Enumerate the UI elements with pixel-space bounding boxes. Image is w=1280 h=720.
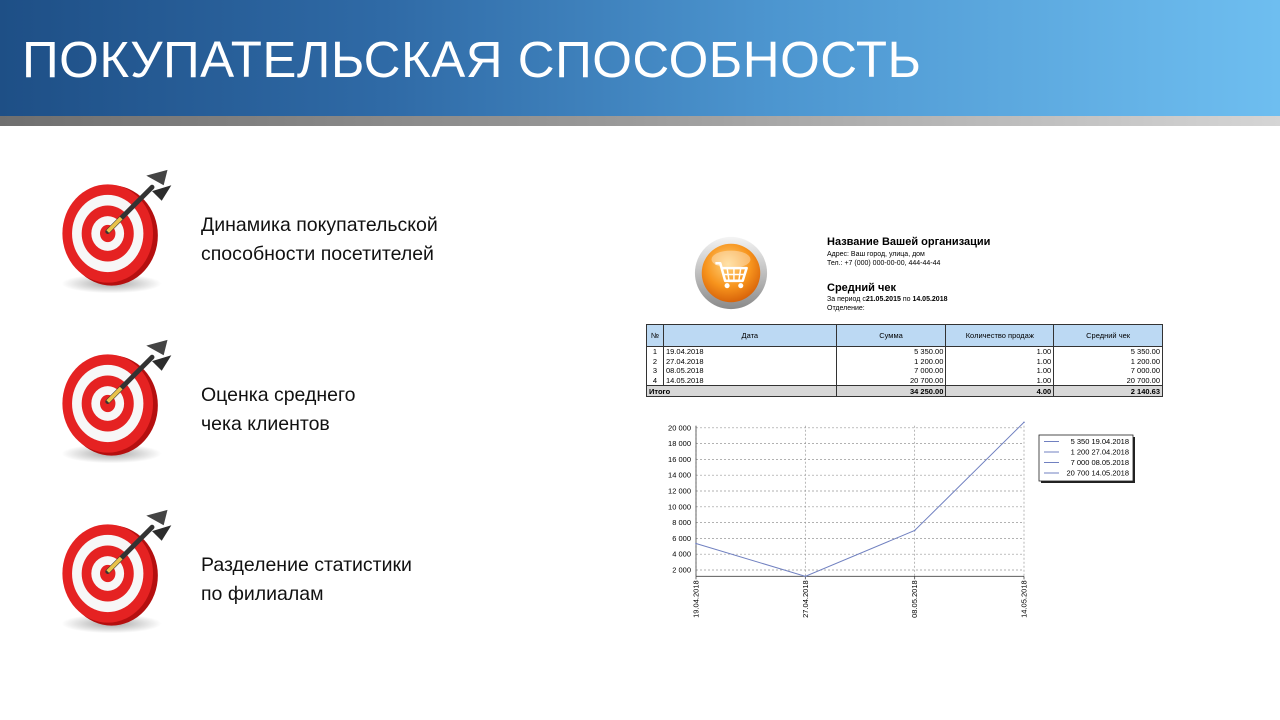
table-header-row <box>647 325 1163 347</box>
row-count: 1.00 <box>946 347 1054 357</box>
address-text: Адрес: Ваш город, улица, дом <box>827 251 925 258</box>
period-from: 21.05.2015 <box>865 296 901 303</box>
row-sum: 5 350.00 <box>836 347 946 357</box>
data-point <box>914 530 916 532</box>
y-tick-label: 18 000 <box>668 439 691 449</box>
x-tick-label: 08.05.2018 <box>910 580 920 618</box>
row-average: 7 000.00 <box>1054 366 1163 376</box>
organization-name: Название Вашей организации <box>827 236 991 248</box>
table-row <box>647 366 1163 376</box>
row-sum: 20 700.00 <box>836 376 946 386</box>
total-count: 4.00 <box>946 386 1054 397</box>
y-tick-label: 12 000 <box>668 486 691 496</box>
total-average: 2 140.63 <box>1054 386 1163 397</box>
row-average: 1 200.00 <box>1054 357 1163 367</box>
total-label: Итого <box>647 386 837 397</box>
report-period <box>827 296 948 313</box>
x-tick-label: 27.04.2018 <box>800 580 810 618</box>
row-sum: 1 200.00 <box>836 357 946 367</box>
row-date: 19.04.2018 <box>663 347 836 357</box>
title-banner <box>0 0 1280 116</box>
x-tick-label: 19.04.2018 <box>691 580 701 618</box>
target-dart-icon <box>46 336 181 471</box>
bullet-item-1 <box>201 211 438 269</box>
row-sum: 7 000.00 <box>836 366 946 376</box>
bullet-line: Разделение статистики <box>201 554 412 576</box>
title-divider <box>0 116 1280 126</box>
x-tick-label: 14.05.2018 <box>1019 580 1029 618</box>
table-row <box>647 357 1163 367</box>
row-number: 4 <box>647 376 664 386</box>
period-mid: по <box>900 296 913 303</box>
legend-entry: 5 350 19.04.2018 <box>1070 437 1129 446</box>
y-tick-label: 8 000 <box>672 518 691 528</box>
data-point <box>1023 421 1025 423</box>
series-line <box>696 422 1024 576</box>
bullet-line: способности посетителей <box>201 243 434 265</box>
column-header: Сумма <box>836 325 946 347</box>
table-row <box>647 347 1163 357</box>
row-average: 20 700.00 <box>1054 376 1163 386</box>
column-header: Дата <box>663 325 836 347</box>
table-total-row <box>647 386 1163 397</box>
row-date: 08.05.2018 <box>663 366 836 376</box>
period-to: 14.05.2018 <box>912 296 948 303</box>
bullet-line: Динамика покупательской <box>201 214 438 236</box>
page-title: ПОКУПАТЕЛЬСКАЯ СПОСОБНОСТЬ <box>22 31 922 88</box>
legend-entry: 7 000 08.05.2018 <box>1070 458 1129 467</box>
bullet-item-3 <box>201 551 412 609</box>
row-count: 1.00 <box>946 357 1054 367</box>
organization-contacts <box>827 251 940 268</box>
row-count: 1.00 <box>946 366 1054 376</box>
average-check-table <box>646 324 1163 397</box>
y-tick-label: 16 000 <box>668 454 691 464</box>
data-point <box>695 543 697 545</box>
department-label: Отделение: <box>827 304 865 312</box>
data-point <box>805 576 807 578</box>
y-tick-label: 20 000 <box>668 423 691 433</box>
row-number: 2 <box>647 357 664 367</box>
period-prefix: За период с <box>827 296 866 303</box>
shopping-cart-icon <box>692 234 770 312</box>
row-date: 27.04.2018 <box>663 357 836 367</box>
bullet-item-2 <box>201 381 356 439</box>
row-number: 1 <box>647 347 664 357</box>
y-tick-label: 10 000 <box>668 502 691 512</box>
table-row <box>647 376 1163 386</box>
bullet-line: чека клиентов <box>201 413 330 435</box>
y-tick-label: 6 000 <box>672 533 691 543</box>
report-title: Средний чек <box>827 282 896 294</box>
average-check-line-chart <box>646 415 1146 625</box>
target-dart-icon <box>46 166 181 301</box>
row-count: 1.00 <box>946 376 1054 386</box>
legend-entry: 1 200 27.04.2018 <box>1070 447 1129 457</box>
y-tick-label: 4 000 <box>672 549 691 559</box>
bullet-line: Оценка среднего <box>201 384 356 406</box>
legend-entry: 20 700 14.05.2018 <box>1066 468 1129 478</box>
y-tick-label: 2 000 <box>672 565 691 575</box>
bullet-line: по филиалам <box>201 583 324 605</box>
row-date: 14.05.2018 <box>663 376 836 386</box>
row-number: 3 <box>647 366 664 376</box>
total-sum: 34 250.00 <box>836 386 946 397</box>
phone-text: Тел.: +7 (000) 000-00-00, 444-44-44 <box>827 259 941 267</box>
row-average: 5 350.00 <box>1054 347 1163 357</box>
y-tick-label: 14 000 <box>668 470 691 480</box>
target-dart-icon <box>46 506 181 641</box>
column-header: № <box>647 325 664 347</box>
column-header: Количество продаж <box>946 325 1054 347</box>
column-header: Средний чек <box>1054 325 1163 347</box>
